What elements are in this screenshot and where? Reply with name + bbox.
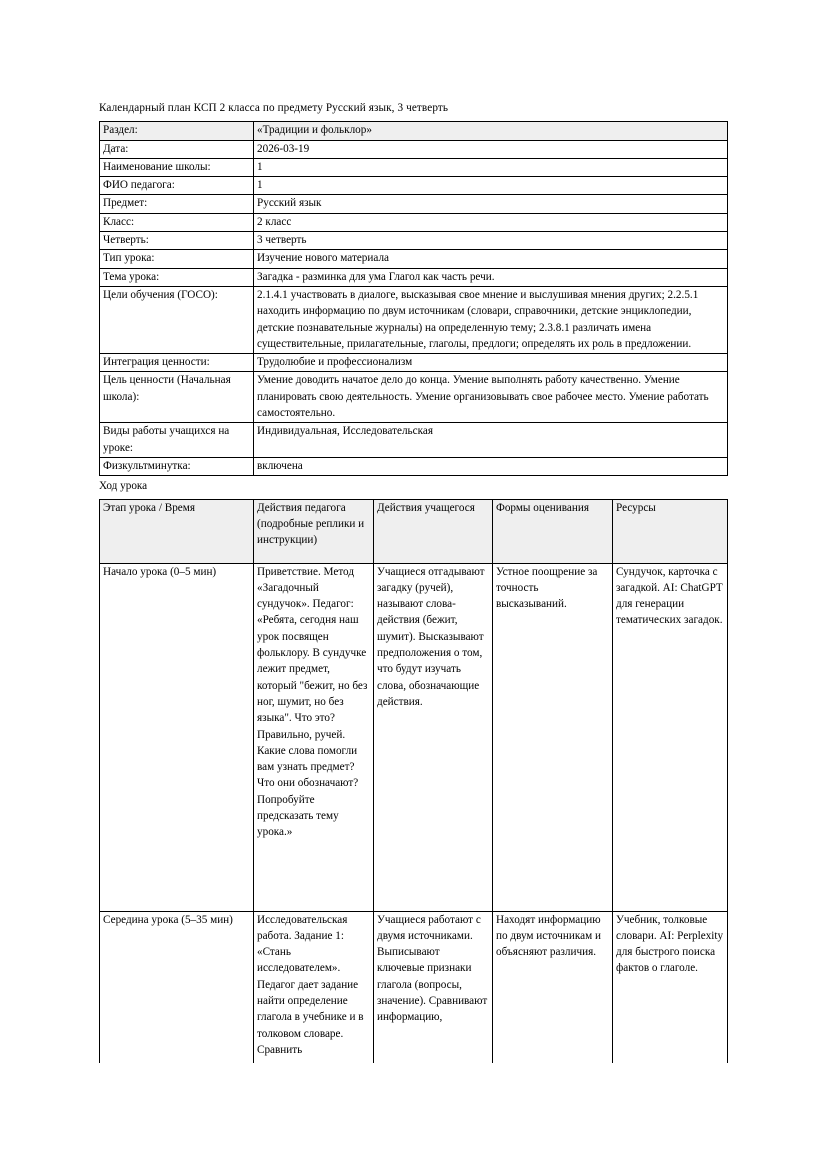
flow-cell-assessment: Находят информацию по двум источникам и объясняют различия. bbox=[493, 911, 613, 1071]
info-row-value: 2.1.4.1 участвовать в диалоге, высказывая свое мнение и выслушивая мнения других; 2.2.5.1 находить информацию по двум источникам (словари, справочники, детские энциклопедии, детские познавательные журналы) на определенную тему; 2.3.8.1 различать имена существительные, прилагательные, глаголы, предлоги; определять их роль в предложении. bbox=[254, 286, 728, 353]
info-row-value: Изучение нового материала bbox=[254, 250, 728, 268]
table-row bbox=[100, 140, 728, 158]
table-row bbox=[100, 213, 728, 231]
info-row-label: Цель ценности (Начальная школа): bbox=[100, 372, 254, 423]
flow-cell-stage: Начало урока (0–5 мин) bbox=[100, 563, 254, 911]
flow-cell-student-actions: Учащиеся работают с двумя источниками. Выписывают ключевые признаки глагола (вопросы, значение). Сравнивают информацию, bbox=[374, 911, 493, 1071]
info-row-value: 1 bbox=[254, 158, 728, 176]
page-bottom-clip bbox=[0, 1063, 827, 1170]
info-row-label: Четверть: bbox=[100, 232, 254, 250]
flow-cell-resources: Сундучок, карточка с загадкой. AI: ChatGPT для генерации тематических загадок. bbox=[613, 563, 728, 911]
column-header-teacher-actions: Действия педагога (подробные реплики и инструкции) bbox=[254, 499, 374, 563]
table-row bbox=[100, 177, 728, 195]
flow-cell-teacher-actions: Приветствие. Метод «Загадочный сундучок». Педагог: «Ребята, сегодня наш урок посвящен фольклору. В сундучке лежит предмет, который "бежит, но без ног, шумит, но без языка". Что это? Правильно, ручей. Какие слова помогли вам узнать предмет? Что они обозначают? Попробуйте предсказать тему урока.» bbox=[254, 563, 374, 911]
table-row bbox=[100, 372, 728, 423]
table-row bbox=[100, 457, 728, 475]
info-row-label: Предмет: bbox=[100, 195, 254, 213]
table-row bbox=[100, 250, 728, 268]
table-row bbox=[100, 286, 728, 353]
table-row bbox=[100, 423, 728, 458]
table-header-row bbox=[100, 499, 728, 563]
table-row bbox=[100, 195, 728, 213]
info-row-value: Трудолюбие и профессионализм bbox=[254, 354, 728, 372]
info-row-label: Виды работы учащихся на уроке: bbox=[100, 423, 254, 458]
table-row bbox=[100, 122, 728, 140]
table-row bbox=[100, 354, 728, 372]
info-row-value: Индивидуальная, Исследовательская bbox=[254, 423, 728, 458]
column-header-resources: Ресурсы bbox=[613, 499, 728, 563]
info-row-value: Загадка - разминка для ума Глагол как часть речи. bbox=[254, 268, 728, 286]
lesson-info-table-body bbox=[100, 122, 728, 476]
info-row-value: «Традиции и фольклор» bbox=[254, 122, 728, 140]
info-row-value: включена bbox=[254, 457, 728, 475]
info-row-value: 3 четверть bbox=[254, 232, 728, 250]
info-row-label: Раздел: bbox=[100, 122, 254, 140]
info-row-label: Наименование школы: bbox=[100, 158, 254, 176]
flow-cell-resources: Учебник, толковые словари. AI: Perplexity для быстрого поиска фактов о глаголе. bbox=[613, 911, 728, 1071]
table-row bbox=[100, 268, 728, 286]
info-row-label: Тема урока: bbox=[100, 268, 254, 286]
flow-cell-stage: Середина урока (5–35 мин) bbox=[100, 911, 254, 1071]
info-row-value: 2026-03-19 bbox=[254, 140, 728, 158]
info-row-label: Класс: bbox=[100, 213, 254, 231]
lesson-info-table bbox=[99, 121, 728, 476]
lesson-flow-table-body bbox=[100, 563, 728, 1071]
info-row-label: Тип урока: bbox=[100, 250, 254, 268]
table-row bbox=[100, 563, 728, 911]
info-row-value: Умение доводить начатое дело до конца. Умение выполнять работу качественно. Умение планировать свою деятельность. Умение организовывать свое рабочее место. Умение работать самостоятельно. bbox=[254, 372, 728, 423]
info-row-label: Интеграция ценности: bbox=[100, 354, 254, 372]
info-row-label: Дата: bbox=[100, 140, 254, 158]
info-row-label: Цели обучения (ГОСО): bbox=[100, 286, 254, 353]
page-title: Календарный план КСП 2 класса по предмету Русский язык, 3 четверть bbox=[99, 102, 449, 114]
column-header-student-actions: Действия учащегося bbox=[374, 499, 493, 563]
lesson-flow-table bbox=[99, 499, 728, 1072]
table-row bbox=[100, 911, 728, 1071]
info-row-label: ФИО педагога: bbox=[100, 177, 254, 195]
flow-cell-student-actions: Учащиеся отгадывают загадку (ручей), называют слова-действия (бежит, шумит). Высказывают предположения о том, что будут изучать слова, обозначающие действия. bbox=[374, 563, 493, 911]
info-row-value: Русский язык bbox=[254, 195, 728, 213]
flow-cell-assessment: Устное поощрение за точность высказываний. bbox=[493, 563, 613, 911]
lesson-flow-table-head bbox=[100, 499, 728, 563]
info-row-label: Физкультминутка: bbox=[100, 457, 254, 475]
table-row bbox=[100, 158, 728, 176]
table-row bbox=[100, 232, 728, 250]
info-row-value: 2 класс bbox=[254, 213, 728, 231]
column-header-stage: Этап урока / Время bbox=[100, 499, 254, 563]
lesson-flow-heading: Ход урока bbox=[99, 480, 148, 493]
flow-cell-teacher-actions: Исследовательская работа. Задание 1: «Стань исследователем». Педагог дает задание найти определение глагола в учебнике и в толковом словаре. Сравнить bbox=[254, 911, 374, 1071]
info-row-value: 1 bbox=[254, 177, 728, 195]
column-header-assessment-forms: Формы оценивания bbox=[493, 499, 613, 563]
